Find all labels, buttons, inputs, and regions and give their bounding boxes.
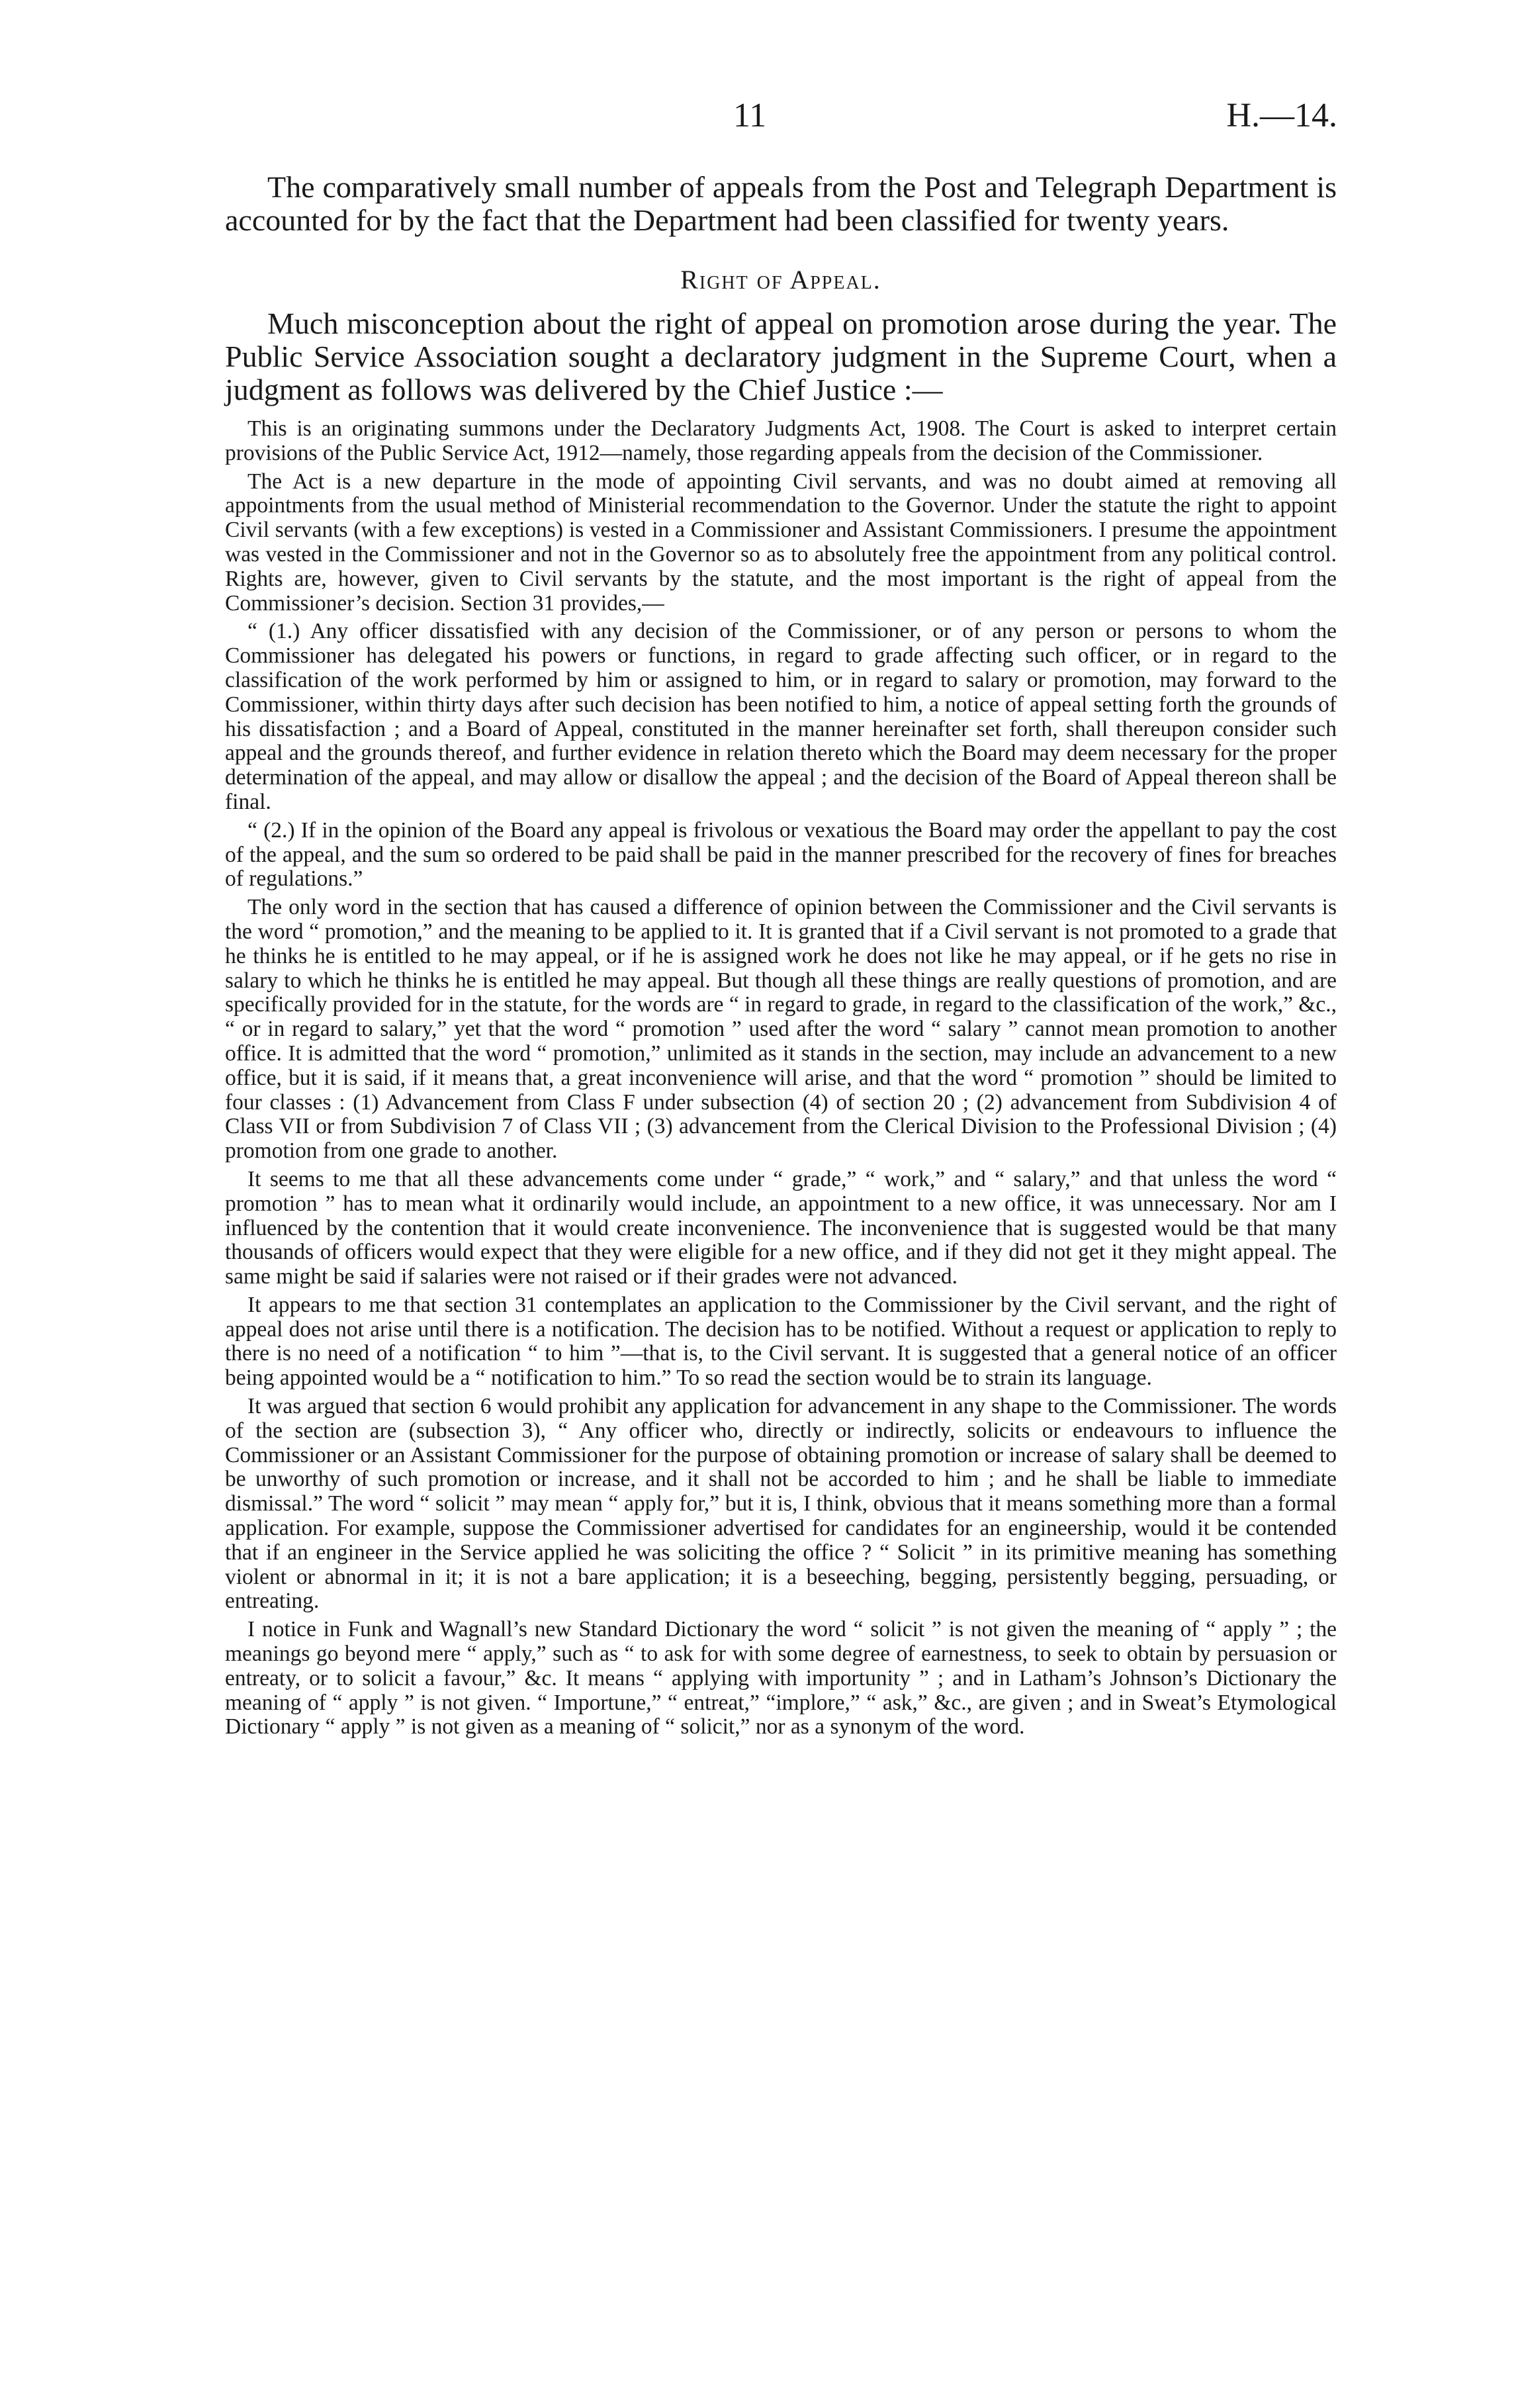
judgment-paragraph: The only word in the section that has caused a difference of opinion between the Commissioner and the Civil servants is the word “ promotion,” and the meaning to be applied to it. It is granted that if a Civil servant is not promoted to a grade that he thinks he is entitled to he may appeal, or if he is assigned work he does not like he may appeal, or if he gets no rise in salary to which he thinks he is entitled he may appeal. But though all these things are really questions of promotion, and are specifically provided for in the statute, for the words are “ in regard to grade, in regard to the classification of the work,” &c., “ or in regard to salary,” yet that the word “ promotion ” used after the word “ salary ” cannot mean promotion to another office. It is admitted that the word “ promotion,” unlimited as it stands in the section, may include an advancement to a new office, but it is said, if it means that, a great inconvenience will arise, and that the word “ promotion ” should be limited to four classes : (1) Advancement from Class F under subsection (4) of section 20 ; (2) advancement from Subdivision 4 of Class VII or from Subdivision 7 of Class VII ; (3) advancement from the Clerical Division to the Professional Division ; (4) promotion from one grade to another. <box>225 895 1337 1164</box>
judgment-paragraph: It appears to me that section 31 contemplates an application to the Commissioner by the Civil servant, and the right of appeal does not arise until there is a notification. The decision has to be notified. Without a request or application to reply to there is no need of a notification “ to him ”—that is, to the Civil servant. It is suggested that a general notice of an officer being appointed would be a “ notification to him.” To so read the section would be to strain its language. <box>225 1292 1337 1391</box>
page-body <box>225 171 1337 1739</box>
judgment-quote-paragraph: “ (1.) Any officer dissatisfied with any decision of the Commissioner, or of any person or persons to whom the Commissioner has delegated his powers or functions, in regard to grade affecting such officer, or in regard to the classification of the work performed by him or assigned to him, or in regard to salary or promotion, may forward to the Commissioner, within thirty days after such decision has been notified to him, a notice of appeal setting forth the grounds of his dissatisfaction ; and a Board of Appeal, constituted in the manner hereinafter set forth, shall thereupon consider such appeal and the grounds thereof, and further evidence in relation thereto which the Board may deem necessary for the proper determination of the appeal, and may allow or disallow the appeal ; and the decision of the Board of Appeal thereon shall be final. <box>225 619 1337 814</box>
judgment-paragraph: This is an originating summons under the Declaratory Judgments Act, 1908. The Court is asked to interpret certain provisions of the Public Service Act, 1912—namely, those regarding appeals from the decision of the Commissioner. <box>225 416 1337 465</box>
judgment-quote-paragraph: “ (2.) If in the opinion of the Board any appeal is frivolous or vexatious the Board may order the appellant to pay the cost of the appeal, and the sum so ordered to be paid shall be paid in the manner prescribed for the recovery of fines for breaches of regulations.” <box>225 817 1337 892</box>
judgment-paragraph: It seems to me that all these advancements come under “ grade,” “ work,” and “ salary,” and that unless the word “ promotion ” has to mean what it ordinarily would include, an appointment to a new office, it was unnecessary. Nor am I influenced by the contention that it would create inconvenience. The inconvenience that is suggested would be that many thousands of officers would expect that they were eligible for a new office, and if they did not get it they might appeal. The same might be said if salaries were not raised or if their grades were not advanced. <box>225 1166 1337 1289</box>
section-heading: Right of Appeal. <box>680 265 881 295</box>
lead-paragraph: Much misconception about the right of appeal on promotion arose during the year. The Public Service Association sought a declaratory judgment in the Supreme Court, when a judgment as follows was delivered by the Chief Justice :— <box>225 306 1337 406</box>
page-number: 11 <box>733 97 767 134</box>
judgment-text <box>225 417 1337 1739</box>
intro-paragraph: The comparatively small number of appeals from the Post and Telegraph Department is accounted for by the fact that the Department had been classified for twenty years. <box>225 170 1337 237</box>
judgment-paragraph: The Act is a new departure in the mode of appointing Civil servants, and was no doubt aimed at removing all appointments from the usual method of Ministerial recommendation to the Governor. Under the statute the right to appoint Civil servants (with a few exceptions) is vested in a Commissioner and Assistant Commissioners. I presume the appointment was vested in the Commissioner and not in the Governor so as to absolutely free the appointment from any political control. Rights are, however, given to Civil servants by the statute, and the most important is the right of appeal from the Commissioner’s decision. Section 31 provides,— <box>225 469 1337 616</box>
page-header <box>0 93 1516 139</box>
judgment-paragraph: It was argued that section 6 would prohibit any application for advancement in any shape to the Commissioner. The words of the section are (subsection 3), “ Any officer who, directly or indirectly, solicits or endeavours to influence the Commissioner or an Assistant Commissioner for the purpose of obtaining promotion or increase of salary shall be deemed to be unworthy of such promotion or increase, and it shall not be accorded to him ; and he shall be liable to immediate dismissal.” The word “ solicit ” may mean “ apply for,” but it is, I think, obvious that it means something more than a formal application. For example, suppose the Commissioner advertised for candidates for an engineership, would it be contended that if an engineer in the Service applied he was soliciting the office ? “ Solicit ” in its primitive meaning has something violent or abnormal in it; it is not a bare application; it is a beseeching, begging, persistently begging, persuading, or entreating. <box>225 1394 1337 1614</box>
document-code: H.—14. <box>1226 97 1337 134</box>
judgment-paragraph: I notice in Funk and Wagnall’s new Standard Dictionary the word “ solicit ” is not given the meaning of “ apply ” ; the meanings go beyond mere “ apply,” such as “ to ask for with some degree of earnestness, to seek to obtain by persuasion or entreaty, or to solicit a favour,” &c. It means “ applying with importunity ” ; and in Latham’s Johnson’s Dictionary the meaning of “ apply ” is not given. “ Importune,” “ entreat,” “implore,” “ ask,” &c., are given ; and in Sweat’s Etymological Dictionary “ apply ” is not given as a meaning of “ solicit,” nor as a synonym of the word. <box>225 1617 1337 1739</box>
